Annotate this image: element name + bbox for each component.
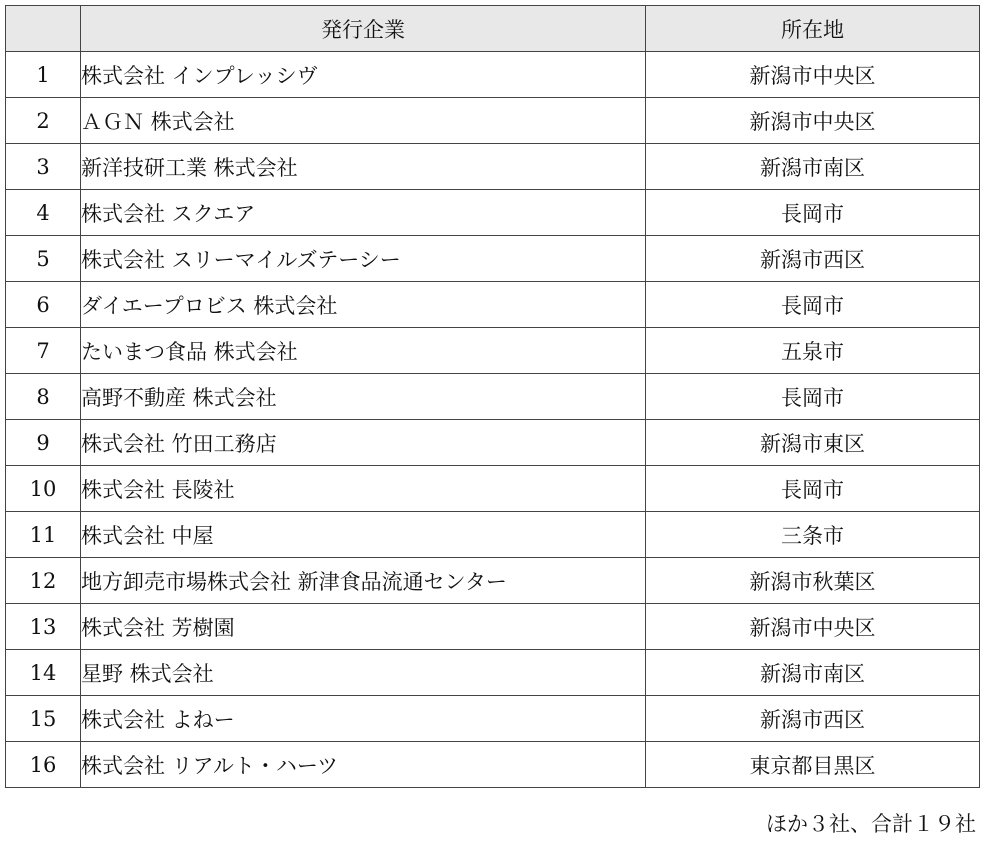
company-location: 長岡市 — [646, 282, 980, 328]
header-company: 発行企業 — [81, 6, 646, 52]
company-name: ＡＧＮ 株式会社 — [81, 98, 646, 144]
company-name: ダイエープロビス 株式会社 — [81, 282, 646, 328]
table-row — [6, 558, 980, 604]
row-number: 5 — [6, 236, 81, 282]
table-body — [6, 52, 980, 788]
table-row — [6, 742, 980, 788]
row-number: 1 — [6, 52, 81, 98]
table-row — [6, 98, 980, 144]
company-location: 長岡市 — [646, 466, 980, 512]
company-name: 株式会社 インプレッシヴ — [81, 52, 646, 98]
header-number — [6, 6, 81, 52]
table-row — [6, 650, 980, 696]
row-number: 16 — [6, 742, 81, 788]
table-row — [6, 466, 980, 512]
table-row — [6, 190, 980, 236]
company-name: 新洋技研工業 株式会社 — [81, 144, 646, 190]
row-number: 10 — [6, 466, 81, 512]
company-location: 新潟市秋葉区 — [646, 558, 980, 604]
issuer-table — [5, 5, 980, 788]
company-name: 株式会社 リアルト・ハーツ — [81, 742, 646, 788]
row-number: 14 — [6, 650, 81, 696]
row-number: 6 — [6, 282, 81, 328]
company-location: 三条市 — [646, 512, 980, 558]
company-location: 新潟市西区 — [646, 696, 980, 742]
row-number: 15 — [6, 696, 81, 742]
company-name: 株式会社 芳樹園 — [81, 604, 646, 650]
table-row — [6, 696, 980, 742]
header-row — [6, 6, 980, 52]
company-name: 高野不動産 株式会社 — [81, 374, 646, 420]
company-location: 長岡市 — [646, 190, 980, 236]
company-name: 株式会社 スクエア — [81, 190, 646, 236]
row-number: 4 — [6, 190, 81, 236]
table-row — [6, 420, 980, 466]
row-number: 12 — [6, 558, 81, 604]
table-row — [6, 512, 980, 558]
row-number: 7 — [6, 328, 81, 374]
company-name: 株式会社 竹田工務店 — [81, 420, 646, 466]
company-location: 新潟市南区 — [646, 650, 980, 696]
table-row — [6, 604, 980, 650]
table-row — [6, 328, 980, 374]
table-header — [6, 6, 980, 52]
header-location: 所在地 — [646, 6, 980, 52]
row-number: 9 — [6, 420, 81, 466]
table-row — [6, 236, 980, 282]
company-name: たいまつ食品 株式会社 — [81, 328, 646, 374]
company-name: 株式会社 よねー — [81, 696, 646, 742]
company-name: 星野 株式会社 — [81, 650, 646, 696]
company-location: 長岡市 — [646, 374, 980, 420]
company-location: 新潟市南区 — [646, 144, 980, 190]
table-row — [6, 374, 980, 420]
row-number: 3 — [6, 144, 81, 190]
company-name: 地方卸売市場株式会社 新津食品流通センター — [81, 558, 646, 604]
company-location: 新潟市西区 — [646, 236, 980, 282]
table-row — [6, 282, 980, 328]
row-number: 8 — [6, 374, 81, 420]
row-number: 11 — [6, 512, 81, 558]
company-location: 東京都目黒区 — [646, 742, 980, 788]
company-location: 新潟市東区 — [646, 420, 980, 466]
row-number: 13 — [6, 604, 81, 650]
footnote: ほか３社、合計１９社 — [766, 812, 976, 836]
company-location: 新潟市中央区 — [646, 98, 980, 144]
company-location: 新潟市中央区 — [646, 52, 980, 98]
company-location: 新潟市中央区 — [646, 604, 980, 650]
company-name: 株式会社 中屋 — [81, 512, 646, 558]
company-location: 五泉市 — [646, 328, 980, 374]
table-row — [6, 52, 980, 98]
table-row — [6, 144, 980, 190]
company-name: 株式会社 長陵社 — [81, 466, 646, 512]
company-name: 株式会社 スリーマイルズテーシー — [81, 236, 646, 282]
row-number: 2 — [6, 98, 81, 144]
